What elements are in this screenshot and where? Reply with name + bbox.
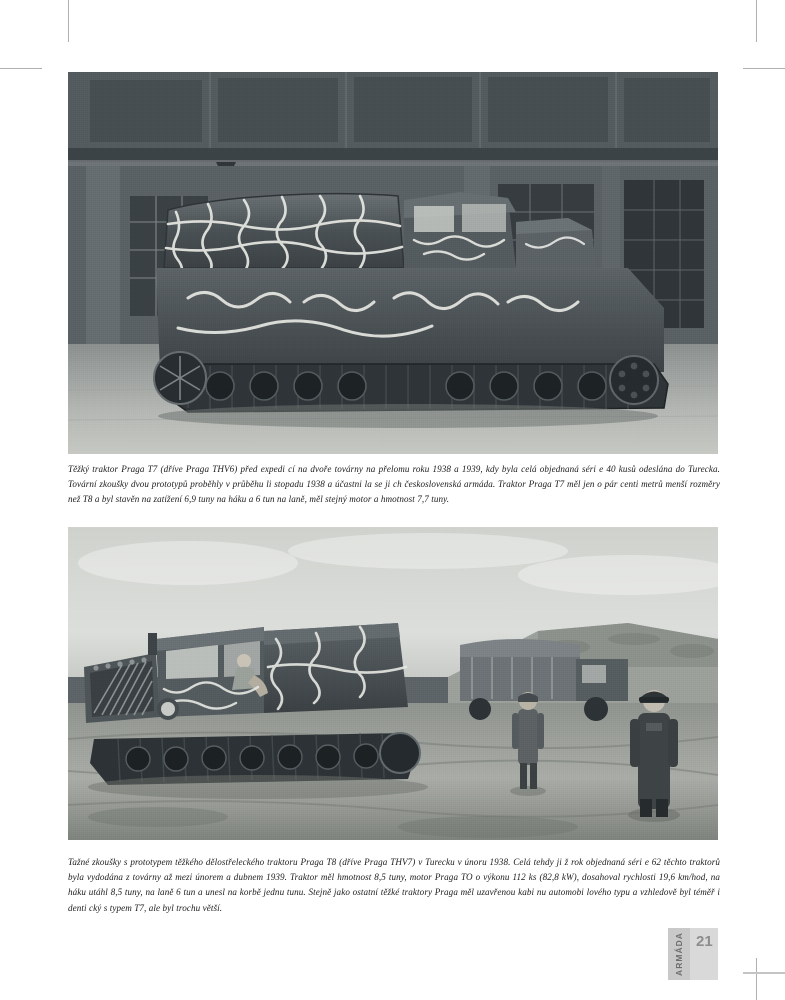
photo-praga-t8-image (68, 527, 718, 840)
caption-figure-top: Těžký traktor Praga T7 (dříve Praga THV6) před expedi cí na dvoře továrny na přelomu roku 1938 a 1939, kdy byla celá objednaná séri e 40 kusů odeslána do Turecka. Tovární zkoušky dvou prototypů proběhly v průběhu li stopadu 1938 a účastni la se ji ch československá armáda. Traktor Praga T7 měl jen o pár centi metrů menší rozměry než T8 a byl stavěn na zatížení 6,9 tuny na háku a 6 tun na laně, měl stejný motor a hmotnost 7,7 tuny. (68, 464, 720, 505)
figure-top (68, 72, 718, 454)
badge-section-number (690, 928, 718, 980)
figure-bottom (68, 527, 718, 840)
crop-mark-top-right-vertical (756, 0, 757, 42)
crop-mark-bottom-right-vertical (756, 958, 757, 1000)
photo-praga-t7 (68, 72, 718, 454)
crop-mark-top-right-horizontal (743, 68, 785, 69)
section-label-text: ARMÁDA (674, 932, 684, 976)
crop-mark-top-left-vertical (68, 0, 69, 42)
badge-section-label (668, 928, 690, 980)
caption-figure-bottom: Tažné zkoušky s prototypem těžkého dělostřeleckého traktoru Praga T8 (dříve Praga THV7) v Turecku v únoru 1938. Celá tehdy ji ž rok objednaná séri e 62 těchto traktorů byla vydodána z továrny až mezi únorem a dubnem 1939. Traktor měl hmotnost 8,5 tuny, motor Praga TO o výkonu 112 ks (82,8 kW), dosahoval rychlosti 19,6 km/hod, na háku utáhl 8,5 tuny, na laně 6 tun a unesl na korbě jednu tunu. Stejně jako ostatní těžké traktory Praga měl uzavřenou kabi nu automobi lového typu a vzhledově byl téměř i denti cký s typem T7, ale byl trochu větší. (68, 857, 720, 913)
photo-praga-t8 (68, 527, 718, 840)
photo-praga-t7-image (68, 72, 718, 454)
page-number-badge (668, 928, 718, 980)
page-number-text: 21 (696, 933, 713, 950)
crop-mark-top-left-horizontal (0, 68, 42, 69)
crop-mark-bottom-right-horizontal (743, 972, 785, 974)
